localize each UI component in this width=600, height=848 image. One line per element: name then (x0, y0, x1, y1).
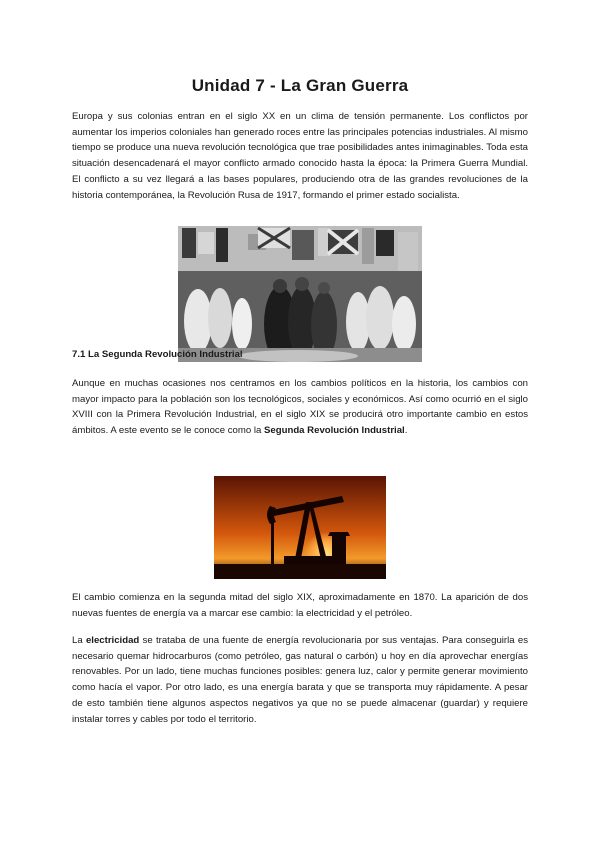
section-paragraph-1-bold: Segunda Revolución Industrial (264, 425, 405, 437)
section-paragraph-1 (72, 376, 528, 439)
section-paragraph-1-end: . (404, 425, 408, 437)
section-paragraph-3 (72, 633, 528, 727)
section-paragraph-2: El cambio comienza en la segunda mitad del siglo XIX, aproximadamente en 1870. La aparición de dos nuevas fuentes de energía va a marcar ese cambio: la electricidad y el petróleo. (72, 592, 528, 619)
oil-pump-sunset-photo (214, 476, 386, 579)
section-paragraph-3-text: se trataba de una fuente de energía revolucionaria por sus ventajas. Para conseguirla es necesario quemar hidrocarburos (como petróleo, gas natural o carbón) u hoy en día aprovechar energías renovables. Por un lado, tiene muchas funciones posibles: genera luz, calor y permite generar movimiento como hacía el vapor. Por otro lado, es una energía barata y que se transporta muy rápidamente. A pesar de esto también tiene algunos aspectos negativos ya que no se puede almacenar (guardar) y requiere instalar torres y cables por todo el territorio. (72, 635, 528, 725)
section-paragraph-1-text: Aunque en muchas ocasiones nos centramos en los cambios políticos en la historia, los cambios con mayor impacto para la población son los tecnológicos, sociales y económicos. Así como ocurrió en el siglo XVIII con la Primera Revolución Industrial, en el siglo XIX se producirá otro importante cambio en estos ámbitos. A este evento se le conoce como la (72, 378, 528, 437)
page-title: Unidad 7 - La Gran Guerra (191, 76, 409, 95)
section-heading: 7.1 La Segunda Revolución Industrial (72, 349, 243, 360)
intro-paragraph: Europa y sus colonias entran en el siglo XX en un clima de tensión permanente. Los conflictos por aumentar los imperios coloniales han generado roces entre las principales potencias industriales. Al mismo tiempo se produce una nueva revolución tecnológica que trae posibilidades antes inimaginables. Toda esta situación desencadenará el mayor conflicto armado conocido hasta la época: la Primera Guerra Mundial. El conflicto a su vez llegará a las bases populares, produciendo otra de las grandes revoluciones de la historia contemporánea, la Revolución Rusa de 1917, formando el primer estado socialista. (72, 111, 528, 201)
electricity-term: electricidad (85, 635, 140, 646)
section-paragraph-3-start: La (72, 635, 86, 646)
ww1-parade-photo (178, 226, 422, 362)
